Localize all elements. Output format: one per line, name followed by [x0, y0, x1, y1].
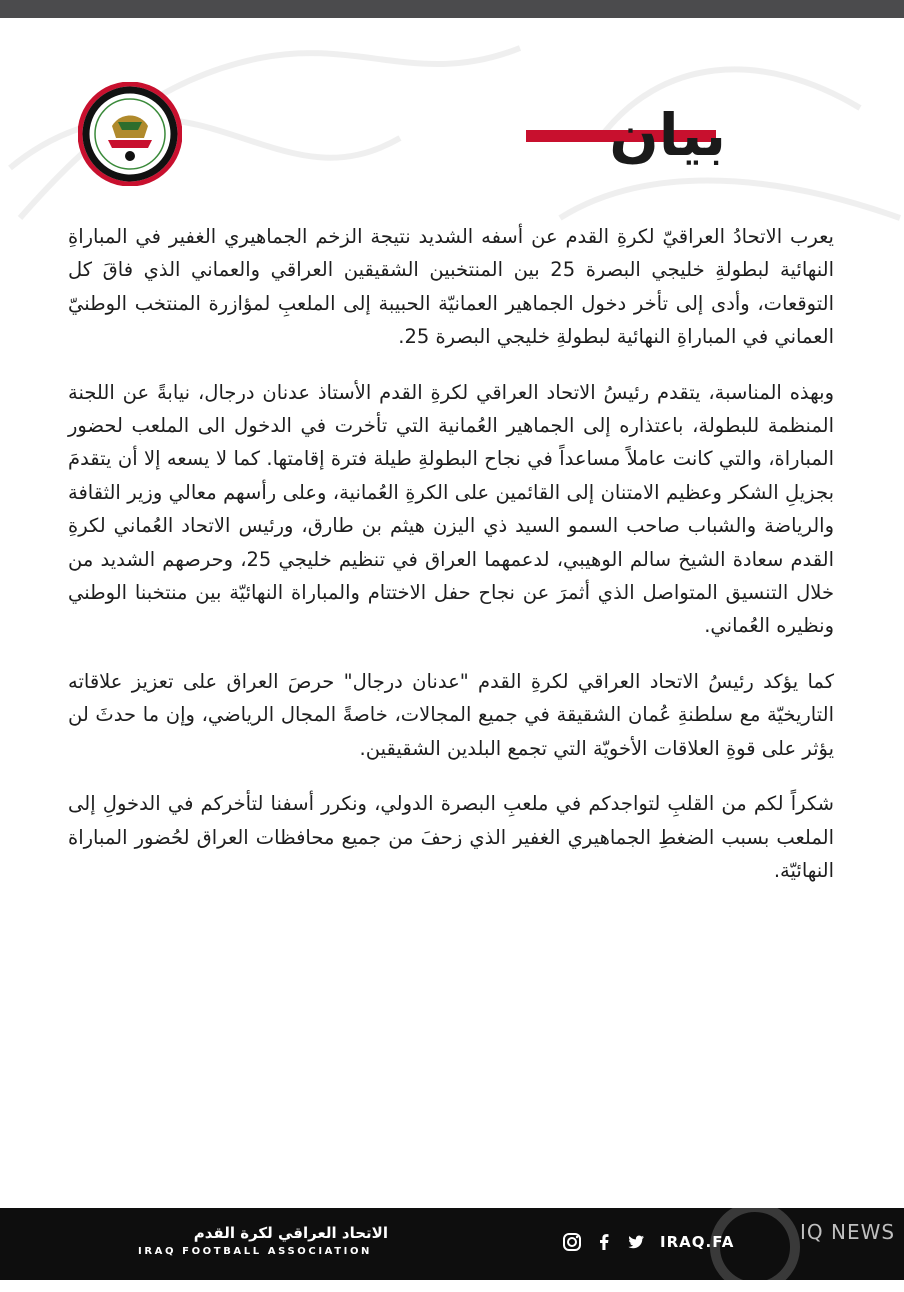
facebook-icon[interactable] [594, 1232, 614, 1252]
title-block [526, 96, 726, 176]
page-title: بيان [609, 101, 726, 169]
statement-body [68, 220, 834, 909]
social-links [562, 1232, 734, 1252]
footer-org-block [138, 1222, 388, 1260]
instagram-icon[interactable] [562, 1232, 582, 1252]
top-bar [0, 0, 904, 18]
statement-paragraph: يعرب الاتحادُ العراقيّ لكرةِ القدم عن أسفه الشديد نتيجة الزخم الجماهيري الغفير في المباراةِ النهائية لبطولةِ خليجي البصرة 25 بين المنتخبين الشقيقين العراقي والعماني الذي فاقَ كل التوقعات، وأدى إلى تأخر دخول الجماهير العمانيّة الحبيبة إلى الملعبِ لمؤازرة المنتخب الوطنيّ العماني في المباراةِ النهائية لبطولةِ خليجي البصرة 25. [68, 225, 834, 349]
org-name-english: IRAQ FOOTBALL ASSOCIATION [138, 1246, 373, 1257]
twitter-icon[interactable] [626, 1232, 646, 1252]
footer-bar [0, 1208, 904, 1280]
statement-paragraph: شكراً لكم من القلبِ لتواجدكم في ملعبِ البصرة الدولي، ونكرر أسفنا لتأخركم في الدخولِ إلى الملعب بسبب الضغطِ الجماهيري الغفير الذي زحفَ من جميع محافظات العراق لحُضور المباراة النهائيّة. [68, 792, 834, 882]
statement-paragraph: كما يؤكد رئيسُ الاتحاد العراقي لكرةِ القدم "عدنان درجال" حرصَ العراق على تعزيز علاقاته التاريخيّة مع سلطنةِ عُمان الشقيقة في جميع المجالات، خاصةً المجال الرياضي، وإن ما حدثَ لن يؤثر على قوةِ العلاقات الأخويّة التي تجمع البلدين الشقيقين. [68, 669, 834, 760]
brand-watermark: IQ NEWS [800, 1220, 896, 1244]
federation-logo [78, 82, 182, 186]
org-name-arabic: الاتحاد العراقي لكرة القدم [193, 1224, 388, 1242]
statement-paragraph: وبهذه المناسبة، يتقدم رئيسُ الاتحاد العراقي لكرةِ القدم الأستاذ عدنان درجال، نيابةً عن اللجنة المنظمة للبطولة، باعتذاره إلى الجماهير العُمانية التي تأخرت في الدخول الى الملعب لحضور المباراة، والتي كانت عاملاً مساعداً في نجاح البطولةِ طيلة فترة إقامتها. كما لا يسعه إلا أن يتقدمَ بجزيلِ الشكر وعظيم الامتنان إلى القائمين على الكرةِ العُمانية، وعلى رأسهم معالي وزير الثقافة والرياضة والشباب صاحب السمو السيد ذي اليزن هيثم بن طارق، ورئيس الاتحاد العُماني لكرةِ القدم سعادة الشيخ سالم الوهيبي، لدعمهما العراق في تنظيم خليجي 25، وحرصهم الشديد من خلال التنسيق المتواصل الذي أثمرَ عن نجاح حفل الاختتام والمباراة النهائيّة بين منتخبنا الوطني ونظيره العُماني. [68, 380, 834, 638]
social-handle[interactable]: IRAQ.FA [660, 1233, 735, 1251]
